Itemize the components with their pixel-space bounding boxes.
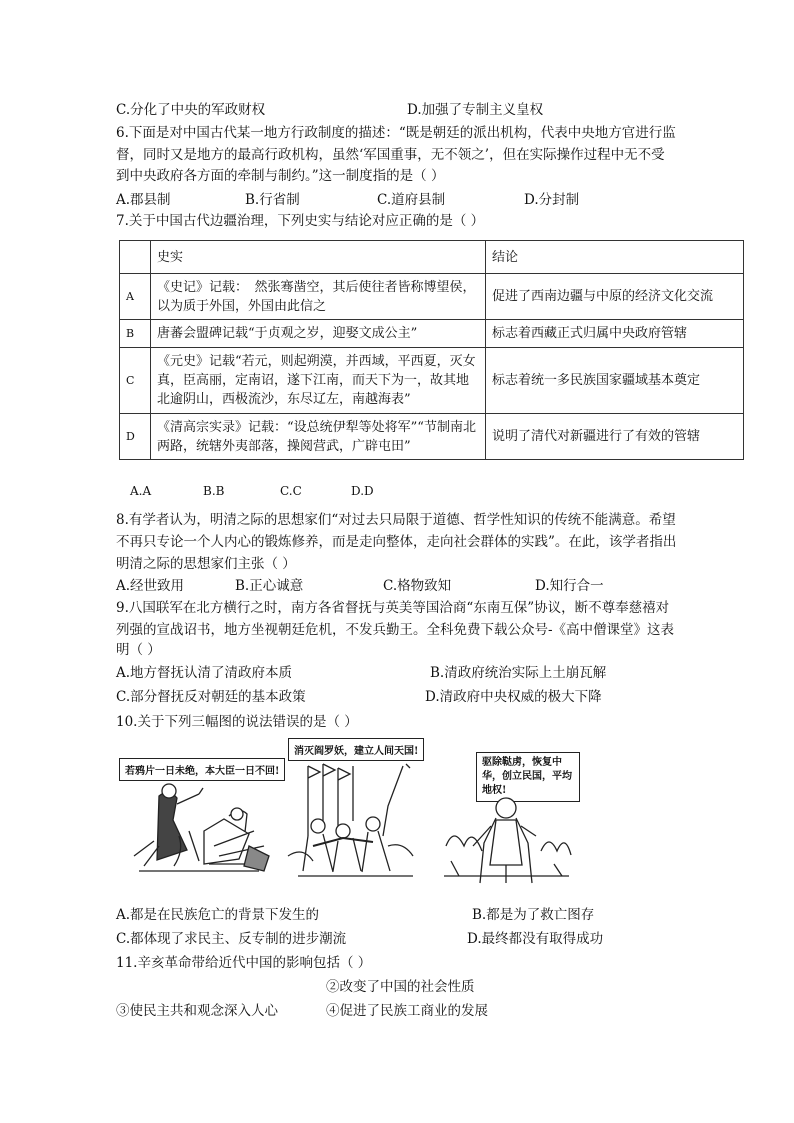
q10-option-b: B.都是为了救亡图存 <box>472 907 595 923</box>
row-key: D <box>120 414 151 460</box>
row-conclusion: 说明了清代对新疆进行了有效的管辖 <box>486 414 744 460</box>
q7-option-c: C.C <box>280 484 302 498</box>
q10-stem: 10.关于下列三幅图的说法错误的是（ ） <box>116 714 358 730</box>
table-header-fact: 史实 <box>151 241 486 274</box>
q6-option-b: B.行省制 <box>245 192 300 208</box>
table-row <box>120 320 744 348</box>
cartoon-lin-zexu <box>119 736 279 886</box>
table-row <box>120 414 744 460</box>
row-conclusion: 促进了西南边疆与中原的经济文化交流 <box>486 274 744 320</box>
q10-option-c: C.都体现了求民主、反专制的进步潮流 <box>116 931 347 947</box>
q9-option-d: D.清政府中央权威的极大下降 <box>425 689 602 705</box>
q11-item-2: ②改变了中国的社会性质 <box>326 979 475 995</box>
q7-option-d: D.D <box>351 484 374 498</box>
q7-stem: 7.关于中国古代边疆治理，下列史实与结论对应正确的是（ ） <box>116 213 485 229</box>
cartoon-drawing-3 <box>436 736 576 886</box>
table-row <box>120 348 744 414</box>
table-header-row <box>120 241 744 274</box>
row-fact: 《元史》记载“若元，则起朔漠，并西域，平西夏，灭女真，臣高丽，定南诏，遂下江南，而天下为一，故其地北逾阴山，西极流沙，东尽辽左，南越海表” <box>151 348 486 414</box>
q9-option-a: A.地方督抚认清了清政府本质 <box>116 665 293 681</box>
q6-line-1: 6.下面是对中国古代某一地方行政制度的描述：“既是朝廷的派出机构，代表中央地方官进行监 <box>116 125 676 141</box>
cartoon-drawing-1 <box>119 736 279 886</box>
q8-option-d: D.知行合一 <box>535 578 604 594</box>
table-header-key <box>120 241 151 274</box>
table-header-conclusion: 结论 <box>486 241 744 274</box>
row-fact: 《史记》记载： 然张骞凿空，其后使往者皆称博望侯，以为质于外国，外国由此信之 <box>151 274 486 320</box>
table-row <box>120 274 744 320</box>
q8-option-a: A.经世致用 <box>116 578 185 594</box>
row-key: B <box>120 320 151 348</box>
q9-option-c: C.部分督抚反对朝廷的基本政策 <box>116 689 306 705</box>
q7-table <box>119 240 744 460</box>
cartoon-drawing-2 <box>278 736 428 886</box>
row-conclusion: 标志着统一多民族国家疆域基本奠定 <box>486 348 744 414</box>
q8-line-3: 明清之际的思想家们主张（ ） <box>116 556 296 572</box>
cartoon-taiping <box>278 736 428 886</box>
q7-option-b: B.B <box>203 484 225 498</box>
option-c-prev: C.分化了中央的军政财权 <box>116 102 266 118</box>
q6-option-a: A.郡县制 <box>116 192 171 208</box>
q7-option-a: A.A <box>130 484 152 498</box>
cartoon-caption-2: 消灭阎罗妖，建立人间天国! <box>288 738 424 761</box>
row-conclusion: 标志着西藏正式归属中央政府管辖 <box>486 320 744 348</box>
q6-line-2: 督，同时又是地方的最高行政机构，虽然‘军国重事，无不领之’，但在实际操作过程中无不受 <box>116 147 665 163</box>
q6-line-3: 到中央政府各方面的牵制与制约。”这一制度指的是（ ） <box>116 168 445 184</box>
q8-option-b: B.正心诚意 <box>235 578 304 594</box>
row-fact: 唐蕃会盟碑记载“于贞观之岁，迎娶文成公主” <box>151 320 486 348</box>
q10-option-a: A.都是在民族危亡的背景下发生的 <box>116 907 320 923</box>
q9-line-1: 9.八国联军在北方横行之时，南方各省督抚与英美等国洽商“东南互保”协议，断不尊奉慈禧对 <box>116 600 670 616</box>
option-d-prev: D.加强了专制主义皇权 <box>407 102 544 118</box>
q6-option-d: D.分封制 <box>524 192 580 208</box>
q9-option-b: B.清政府统治实际上土崩瓦解 <box>430 665 607 681</box>
q9-line-3: 明（ ） <box>116 642 161 658</box>
q11-item-3: ③使民主共和观念深入人心 <box>116 1003 278 1019</box>
row-key: C <box>120 348 151 414</box>
q8-option-c: C.格物致知 <box>383 578 452 594</box>
cartoon-sun-yatsen <box>436 736 576 886</box>
row-key: A <box>120 274 151 320</box>
q8-line-1: 8.有学者认为，明清之际的思想家们“对过去只局限于道德、哲学性知识的传统不能满意。希望 <box>116 512 676 528</box>
q6-option-c: C.道府县制 <box>377 192 446 208</box>
q9-line-2: 列强的宣战诏书，地方坐视朝廷危机，不发兵勤王。全科免费下载公众号-《高中僧课堂》这表 <box>116 622 675 638</box>
q8-line-2: 不再只专论一个人内心的锻炼修养，而是走向整体，走向社会群体的实践”。在此，该学者指出 <box>116 534 677 550</box>
q11-item-4: ④促进了民族工商业的发展 <box>326 1003 488 1019</box>
cartoon-caption-3: 驱除鞑虏，恢复中华，创立民国，平均地权! <box>476 752 580 802</box>
cartoon-caption-1: 若鸦片一日未绝，本大臣一日不回! <box>119 758 285 781</box>
q11-stem: 11.辛亥革命带给近代中国的影响包括（ ） <box>116 955 372 971</box>
q10-option-d: D.最终都没有取得成功 <box>467 931 604 947</box>
row-fact: 《清高宗实录》记载：“设总统伊犁等处将军”“节制南北两路，统辖外夷部落，操阅营武，广辟屯田” <box>151 414 486 460</box>
